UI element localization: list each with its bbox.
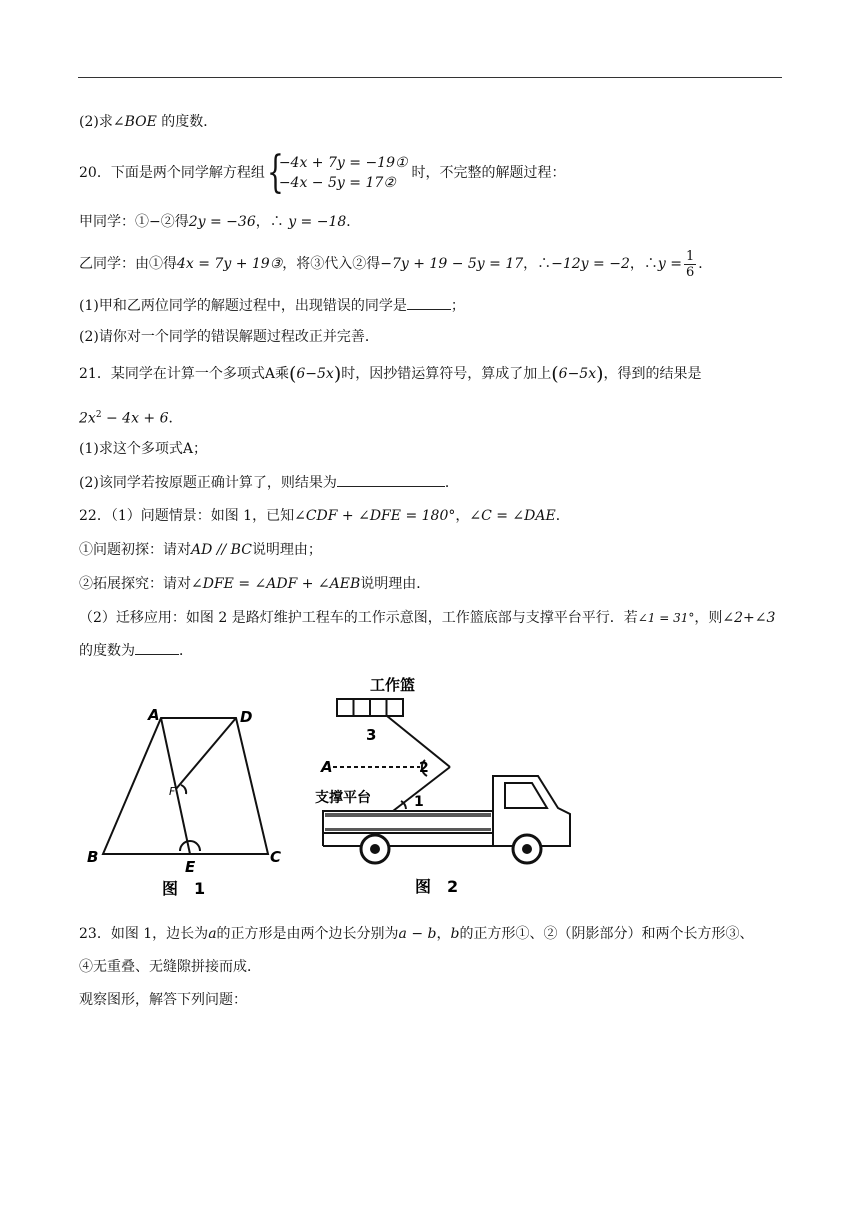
- label-3: 3: [366, 726, 377, 744]
- equation-2: −4x − 5y = 17②: [278, 175, 396, 191]
- label-1: 1: [414, 794, 424, 810]
- label-D: D: [240, 708, 253, 726]
- figure-2-maintenance-truck: [315, 668, 585, 900]
- q19-part2: (2)求∠BOE 的度数．: [79, 114, 218, 130]
- label-2: 2: [419, 760, 429, 776]
- q20-part2: (2)请你对一个同学的错误解题过程改正并完善．: [79, 329, 379, 345]
- q20-yi-solution: 乙同学：由①得 4x = 7y + 19③ ，将③代入②得 −7y + 19 − 5y = 17 ，∴ −12y = −2 ，∴ y = $\frac{1}{6}$ ．: [79, 248, 713, 280]
- q20-stem: 20． 下面是两个同学解方程组 { −4x + 7y = −19① −4x − 5y = 17② 时，不完整的解题过程：: [79, 147, 566, 198]
- q22-part1-stem: 22．（1）问题情景：如图 1，已知∠CDF + ∠DFE = 180°，∠C = ∠DAE．: [79, 508, 570, 524]
- answer-blank: [135, 640, 179, 655]
- fraction-one-sixth: $\frac{1}{6}$: [685, 248, 695, 280]
- label-A: A: [321, 758, 333, 776]
- q22-part2-cont: 的度数为 ．: [79, 640, 193, 661]
- figure-1-trapezoid: [82, 700, 292, 900]
- q21-part1: (1)求这个多项式A；: [79, 441, 207, 457]
- q20-jia-solution: 甲同学：①−②得2y = −36，∴ y = −18．: [79, 214, 361, 230]
- q20-part1: (1)甲和乙两位同学的解题过程中，出现错误的同学是 ；: [79, 295, 465, 316]
- answer-blank: [407, 295, 451, 310]
- label-C: C: [270, 848, 282, 866]
- equation-1: −4x + 7y = −19①: [278, 155, 408, 171]
- q22-part2: （2）迁移应用：如图 2 是路灯维护工程车的工作示意图，工作篮底部与支撑平台平行．若∠1 = 31°，则∠2+∠3: [79, 610, 776, 626]
- label-B: B: [87, 848, 99, 866]
- q21-part2: (2)该同学若按原题正确计算了，则结果为 ．: [79, 472, 459, 493]
- figure-1-caption: 图 1: [162, 879, 206, 898]
- label-basket: 工作篮: [370, 676, 416, 694]
- q22-subquestion-1: ①问题初探：请对AD // BC说明理由；: [79, 542, 322, 558]
- label-A: A: [148, 706, 160, 724]
- q21-stem: 21．某同学在计算一个多项式A乘(6−5x)时，因抄错运算符号，算成了加上(6−5x)，得到的结果是: [79, 363, 702, 385]
- q23-instruction: 观察图形，解答下列问题：: [79, 992, 247, 1008]
- label-platform: 支撑平台: [315, 790, 371, 806]
- q23-stem: 23．如图 1，边长为a的正方形是由两个边长分别为a − b，b的正方形①、②（阴影部分）和两个长方形③、: [79, 926, 754, 942]
- equation-system: { −4x + 7y = −19① −4x − 5y = 17②: [266, 147, 408, 198]
- label-F: F: [169, 785, 176, 798]
- figure-2-caption: 图 2: [415, 877, 459, 896]
- q22-subquestion-2: ②拓展探究：请对∠DFE = ∠ADF + ∠AEB说明理由．: [79, 576, 431, 592]
- answer-blank: [337, 472, 445, 487]
- q23-stem-cont: ④无重叠、无缝隙拼接而成．: [79, 959, 261, 975]
- header-rule: [78, 77, 782, 78]
- q21-result: $2x^2 - 4x + 6$．: [79, 410, 183, 427]
- label-E: E: [185, 858, 196, 876]
